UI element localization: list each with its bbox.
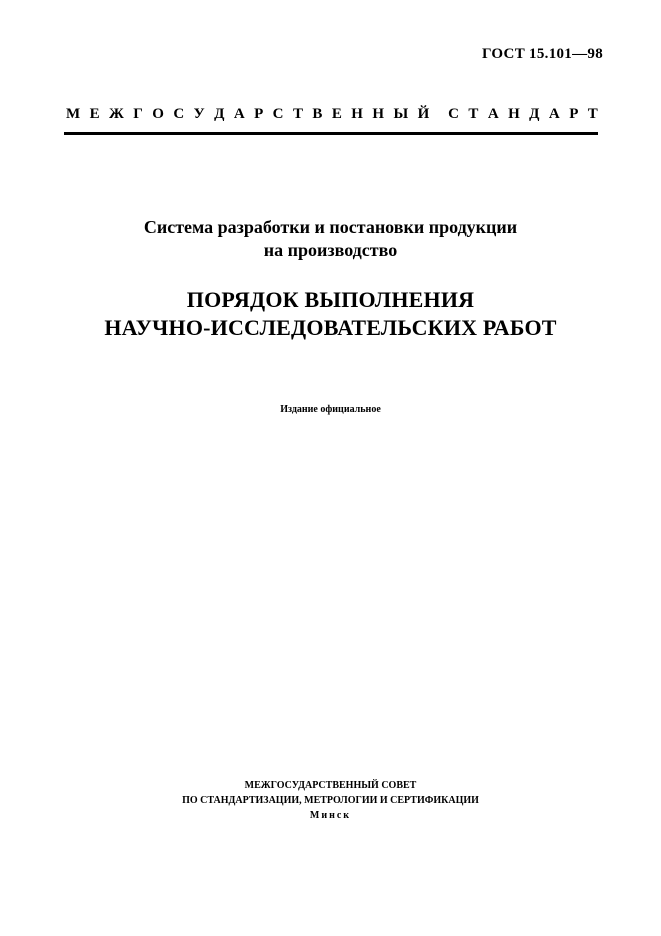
- standard-type-letter: С: [272, 106, 284, 122]
- standard-type-letter: М: [66, 106, 81, 122]
- publisher-line: МЕЖГОСУДАРСТВЕННЫЙ СОВЕТ: [244, 780, 417, 791]
- standard-type-letter: О: [152, 106, 164, 122]
- standard-type-letter: Е: [89, 106, 100, 122]
- standard-type-letter: А: [548, 106, 560, 122]
- standard-type-letter: Н: [351, 106, 363, 122]
- standard-type-letter: Р: [254, 106, 264, 122]
- main-title-line: НАУЧНО-ИССЛЕДОВАТЕЛЬСКИХ РАБОТ: [104, 315, 557, 340]
- standard-type-letter: Т: [292, 106, 303, 122]
- main-title: [0, 286, 661, 342]
- standard-type-letter: А: [233, 106, 245, 122]
- publisher-city: Минск: [309, 810, 352, 821]
- series-title-line: Система разработки и постановки продукции: [143, 217, 518, 237]
- edition-label: Издание официальное: [280, 404, 381, 415]
- standard-type-letter: Т: [468, 106, 479, 122]
- main-title-line: ПОРЯДОК ВЫПОЛНЕНИЯ: [186, 287, 475, 312]
- series-title: [0, 216, 661, 262]
- standard-type-letter: Е: [331, 106, 342, 122]
- document-code: ГОСТ 15.101—98: [481, 46, 603, 62]
- standard-type-letter: Н: [508, 106, 520, 122]
- standard-type-letter: Ы: [393, 106, 409, 122]
- standard-type-letter: С: [173, 106, 185, 122]
- standard-type-letter: Н: [372, 106, 385, 122]
- standard-type-letter: Д: [214, 106, 225, 122]
- standard-type-letter: Г: [133, 106, 143, 122]
- standard-type-letter: С: [448, 106, 459, 122]
- standard-type-letter: Р: [569, 106, 579, 122]
- standard-type-letter: Ж: [109, 106, 124, 122]
- standard-type-letter: В: [312, 106, 323, 122]
- series-title-line: на производство: [263, 240, 398, 260]
- standard-type-letter: Д: [529, 106, 540, 122]
- publisher-block: [0, 778, 661, 823]
- publisher-line: ПО СТАНДАРТИЗАЦИИ, МЕТРОЛОГИИ И СЕРТИФИКАЦИИ: [182, 795, 479, 806]
- standard-type-heading: [66, 106, 598, 123]
- standard-type-letter: У: [193, 106, 205, 122]
- standard-type-letter: Й: [417, 106, 430, 122]
- standard-type-letter: Т: [587, 106, 598, 122]
- standard-type-letter: А: [487, 106, 499, 122]
- header-rule: [64, 132, 598, 135]
